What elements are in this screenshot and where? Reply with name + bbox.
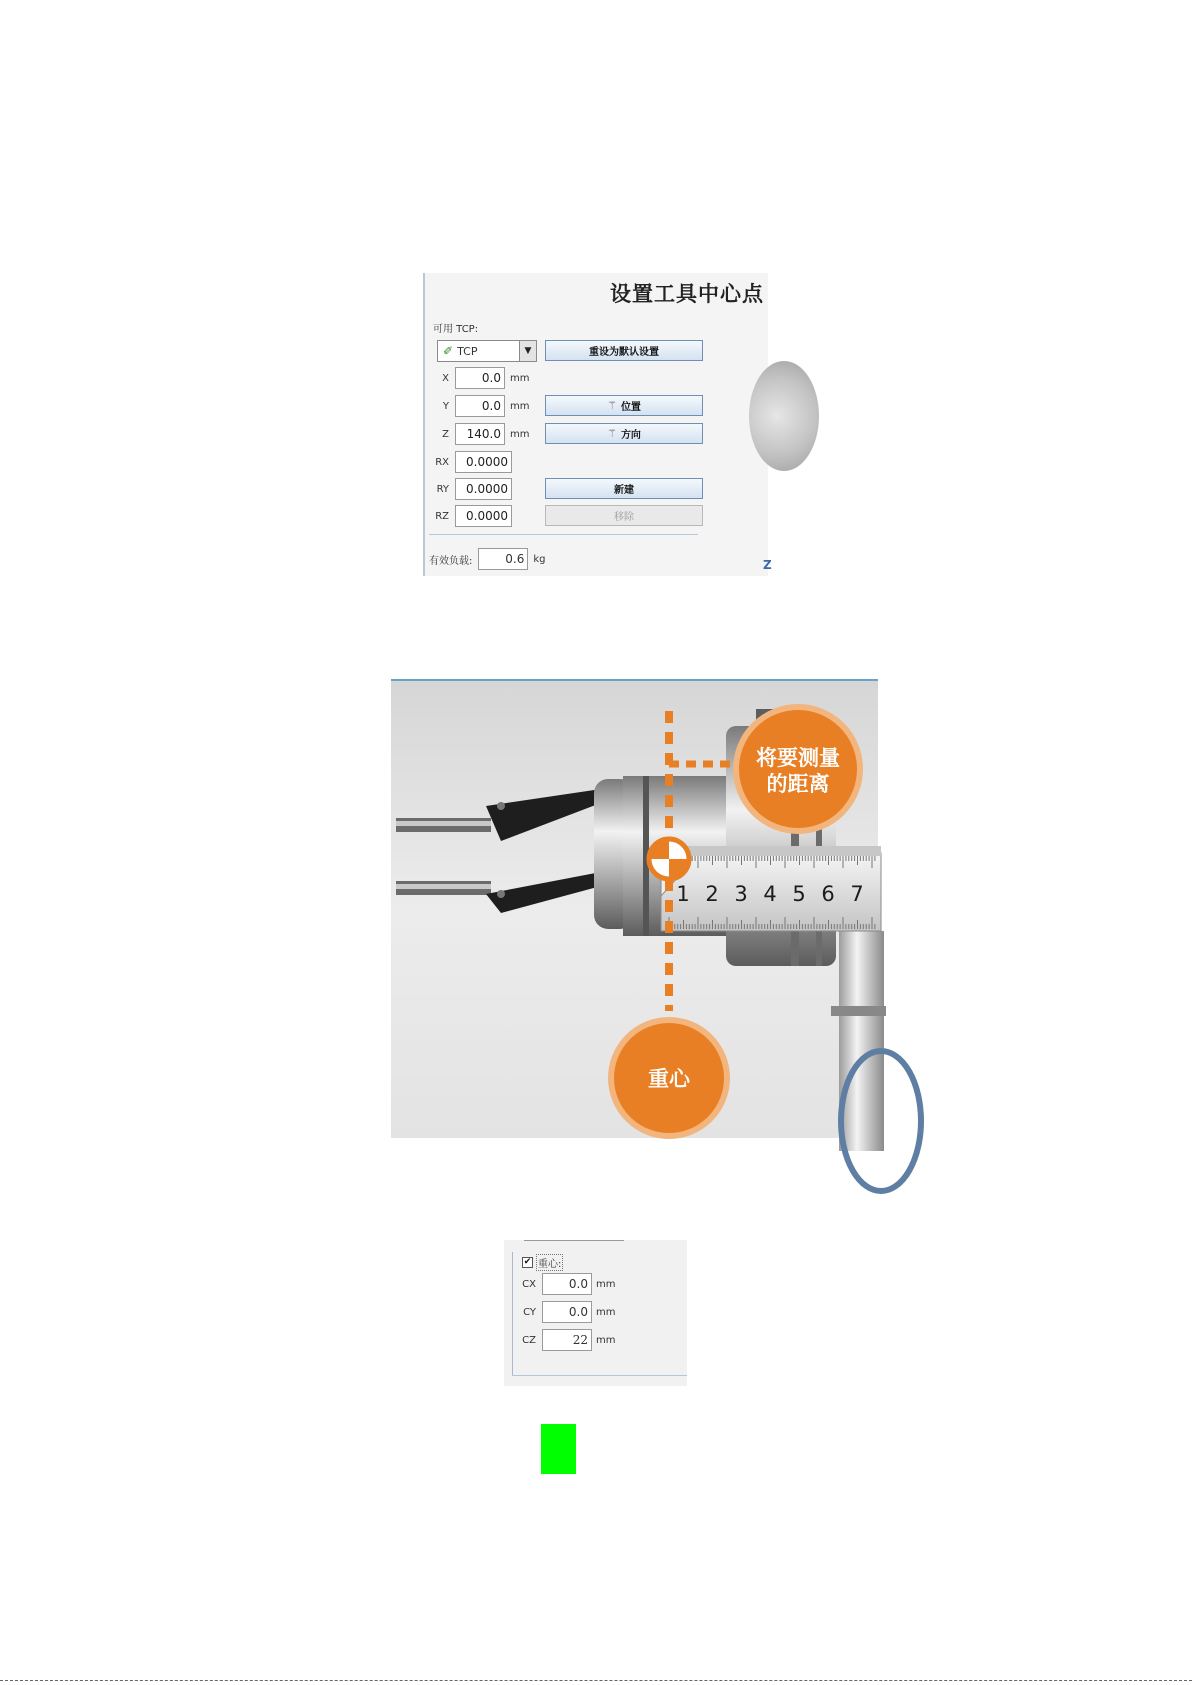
available-tcp-label: 可用 TCP:: [433, 324, 479, 335]
field-cx-label: CX: [522, 1278, 536, 1290]
chevron-down-icon[interactable]: ▼: [519, 341, 536, 361]
position-button[interactable]: [545, 395, 703, 416]
field-cz-label: CZ: [522, 1334, 536, 1346]
new-tcp-button[interactable]: [545, 478, 703, 499]
reset-default-label: 重设为默认设置: [589, 347, 659, 358]
field-rz-input[interactable]: 0.0000: [455, 505, 512, 527]
field-y-label: Y: [442, 400, 449, 412]
payload-label: 有效负载:: [429, 555, 473, 567]
orientation-button[interactable]: [545, 423, 703, 444]
cog-label: 重心: [648, 1067, 690, 1091]
tcp-select-value: TCP: [457, 344, 478, 358]
field-cy-unit: mm: [596, 1306, 616, 1318]
ruler-number: 5: [792, 882, 806, 906]
robot-joint: [839, 931, 884, 1151]
field-x-label: X: [442, 372, 449, 384]
robot-preview-image: [749, 361, 819, 471]
payload-unit: kg: [533, 553, 546, 565]
gripper-measurement-illustration: [391, 679, 878, 1138]
ruler-number: 4: [763, 882, 777, 906]
cog-checkbox[interactable]: [522, 1254, 563, 1271]
field-cy-input[interactable]: 0.0: [542, 1301, 592, 1323]
cog-checkbox-label: 重心:: [536, 1254, 563, 1271]
field-ry-label: RY: [436, 483, 449, 495]
field-cx: [504, 1272, 615, 1296]
checkbox-check-icon[interactable]: ✔: [523, 1257, 532, 1267]
field-cz: [504, 1328, 615, 1352]
remove-tcp-label: 移除: [614, 512, 634, 523]
green-marker: [541, 1424, 576, 1474]
field-rx: [425, 450, 512, 474]
field-cy: [504, 1300, 615, 1324]
joint-ring: [831, 1006, 886, 1016]
magic-wand-icon: ⚚: [607, 427, 617, 440]
field-x: [425, 366, 529, 390]
field-rx-input[interactable]: 0.0000: [455, 451, 512, 473]
ruler: [661, 846, 881, 931]
tcp-setup-panel: [423, 273, 772, 576]
tcp-icon: ✐: [443, 344, 454, 358]
tcp-select[interactable]: [437, 340, 537, 362]
remove-tcp-button[interactable]: [545, 505, 703, 526]
field-cy-label: CY: [523, 1306, 536, 1318]
payload-row: [429, 548, 546, 570]
panel-border: [512, 1375, 687, 1376]
reset-default-button[interactable]: [545, 340, 703, 361]
field-rx-label: RX: [435, 456, 449, 468]
field-ry: [425, 477, 512, 501]
field-rz-label: RZ: [435, 510, 449, 522]
panel-title: 设置工具中心点: [610, 282, 764, 306]
position-button-label: 位置: [620, 402, 641, 413]
field-cx-input[interactable]: 0.0: [542, 1273, 592, 1295]
field-ry-input[interactable]: 0.0000: [455, 478, 512, 500]
orientation-button-label: 方向: [620, 430, 641, 441]
field-cx-unit: mm: [596, 1278, 616, 1290]
payload-input[interactable]: 0.6: [478, 548, 528, 570]
field-x-unit: mm: [510, 372, 530, 384]
magic-wand-icon: ⚚: [607, 399, 617, 412]
field-z-unit: mm: [510, 428, 530, 440]
panel-tab-edge: [524, 1240, 624, 1241]
field-z-input[interactable]: 140.0: [455, 423, 505, 445]
field-y-input[interactable]: 0.0: [455, 395, 505, 417]
field-cz-unit: mm: [596, 1334, 616, 1346]
field-z: [425, 422, 529, 446]
new-tcp-label: 新建: [614, 485, 634, 496]
field-y-unit: mm: [510, 400, 530, 412]
center-of-gravity-panel: [504, 1240, 687, 1386]
page-footer-line: [0, 1680, 1192, 1681]
distance-label-line1: 将要测量: [756, 746, 840, 770]
field-y: [425, 394, 529, 418]
ruler-number: 2: [705, 882, 719, 906]
divider: [429, 534, 698, 535]
ruler-number: 1: [676, 882, 690, 906]
distance-label-line2: 的距离: [766, 772, 830, 796]
panel-edge-char: Z: [763, 558, 772, 572]
ruler-number: 7: [850, 882, 864, 906]
field-z-label: Z: [442, 428, 449, 440]
ruler-number: 3: [734, 882, 748, 906]
illustration-svg: [391, 681, 878, 1138]
ruler-number: 6: [821, 882, 835, 906]
field-x-input[interactable]: 0.0: [455, 367, 505, 389]
field-cz-input[interactable]: 22: [542, 1329, 592, 1351]
field-rz: [425, 504, 512, 528]
